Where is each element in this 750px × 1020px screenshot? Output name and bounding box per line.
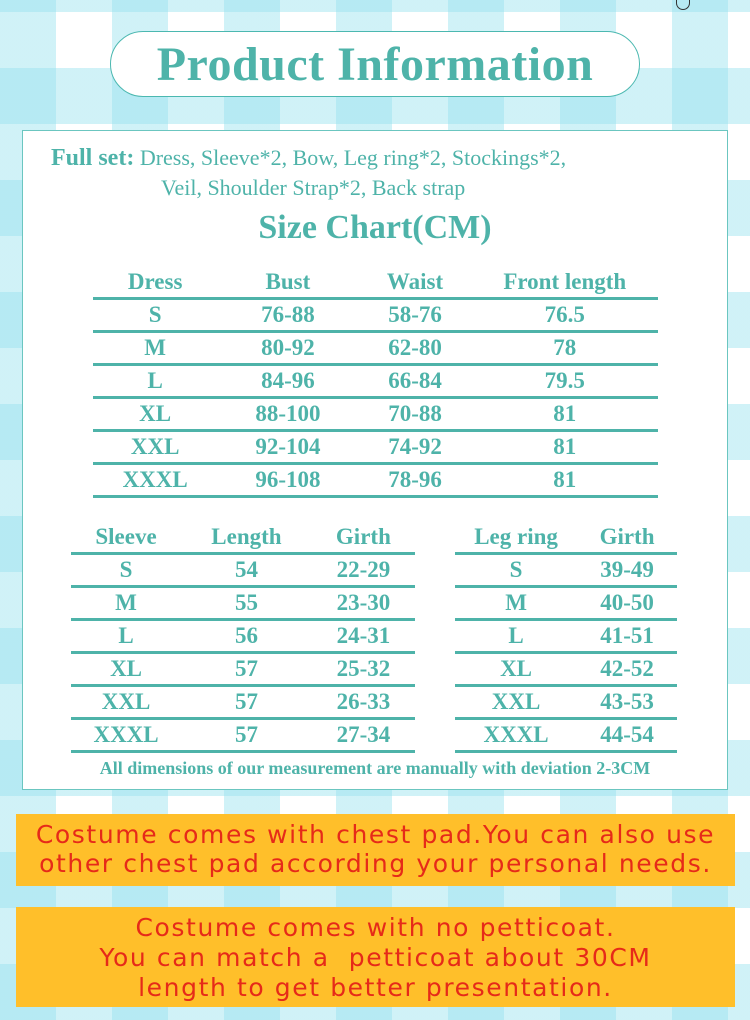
leg-ring-cell: XXXL bbox=[455, 719, 577, 752]
sleeve-cell: L bbox=[71, 620, 181, 653]
dress-header-size: Dress bbox=[93, 267, 217, 299]
sleeve-cell: 23-30 bbox=[312, 587, 415, 620]
leg-ring-cell: 39-49 bbox=[577, 554, 677, 587]
chest-pad-line-1: Costume comes with chest pad.You can also use bbox=[35, 820, 716, 849]
dress-cell: 88-100 bbox=[217, 398, 358, 431]
info-panel bbox=[22, 130, 728, 790]
leg-ring-size-table bbox=[455, 522, 677, 753]
petticoat-line-3: length to get better presentation. bbox=[138, 973, 613, 1002]
leg-ring-cell: L bbox=[455, 620, 577, 653]
table-row bbox=[71, 587, 415, 620]
sleeve-cell: 54 bbox=[181, 554, 312, 587]
petticoat-line-2: You can match a petticoat about 30CM bbox=[99, 943, 652, 972]
table-row bbox=[455, 719, 677, 752]
sleeve-cell: XL bbox=[71, 653, 181, 686]
dress-cell: 74-92 bbox=[359, 431, 472, 464]
table-row bbox=[455, 554, 677, 587]
dress-cell: 70-88 bbox=[359, 398, 472, 431]
dress-size-table bbox=[93, 267, 658, 498]
table-row bbox=[455, 620, 677, 653]
dress-cell: 92-104 bbox=[217, 431, 358, 464]
full-set-label: Full set: bbox=[51, 145, 135, 171]
leg-ring-cell: 40-50 bbox=[577, 587, 677, 620]
leg-ring-cell: XXL bbox=[455, 686, 577, 719]
dress-cell: 81 bbox=[472, 464, 658, 497]
full-set-list bbox=[51, 143, 711, 203]
full-set-items-line2: Veil, Shoulder Strap*2, Back strap bbox=[161, 175, 466, 200]
sleeve-cell: 57 bbox=[181, 653, 312, 686]
leg-ring-cell: S bbox=[455, 554, 577, 587]
dress-cell: 76-88 bbox=[217, 299, 358, 332]
sleeve-header-length: Length bbox=[181, 522, 312, 554]
dress-cell: 81 bbox=[472, 398, 658, 431]
leg-ring-cell: 44-54 bbox=[577, 719, 677, 752]
corner-decoration bbox=[676, 0, 690, 10]
table-row bbox=[455, 653, 677, 686]
sleeve-size-table bbox=[71, 522, 415, 753]
table-row bbox=[93, 365, 658, 398]
dress-cell: 76.5 bbox=[472, 299, 658, 332]
dress-cell: S bbox=[93, 299, 217, 332]
measurement-note: All dimensions of our measurement are manually with deviation 2-3CM bbox=[99, 758, 651, 778]
sleeve-header-size: Sleeve bbox=[71, 522, 181, 554]
table-row bbox=[93, 332, 658, 365]
table-row bbox=[71, 620, 415, 653]
dress-cell: 81 bbox=[472, 431, 658, 464]
dress-cell: 79.5 bbox=[472, 365, 658, 398]
sleeve-cell: 56 bbox=[181, 620, 312, 653]
petticoat-line-1: Costume comes with no petticoat. bbox=[135, 913, 616, 942]
dress-cell: L bbox=[93, 365, 217, 398]
dress-cell: M bbox=[93, 332, 217, 365]
leg-ring-cell: M bbox=[455, 587, 577, 620]
table-row bbox=[93, 398, 658, 431]
sleeve-cell: 26-33 bbox=[312, 686, 415, 719]
table-row bbox=[93, 299, 658, 332]
table-row bbox=[93, 431, 658, 464]
title-pill bbox=[110, 31, 640, 97]
page-title: Product Information bbox=[156, 38, 594, 91]
sleeve-cell: 24-31 bbox=[312, 620, 415, 653]
leg-ring-cell: 41-51 bbox=[577, 620, 677, 653]
sleeve-cell: M bbox=[71, 587, 181, 620]
dress-cell: 66-84 bbox=[359, 365, 472, 398]
dress-cell: 80-92 bbox=[217, 332, 358, 365]
petticoat-banner bbox=[16, 907, 735, 1007]
dress-header-front-length: Front length bbox=[472, 267, 658, 299]
table-row bbox=[455, 587, 677, 620]
dress-cell: 78 bbox=[472, 332, 658, 365]
dress-cell: 58-76 bbox=[359, 299, 472, 332]
sleeve-cell: 57 bbox=[181, 719, 312, 752]
dress-cell: 62-80 bbox=[359, 332, 472, 365]
sleeve-header-girth: Girth bbox=[312, 522, 415, 554]
table-row bbox=[71, 554, 415, 587]
dress-cell: XXL bbox=[93, 431, 217, 464]
chest-pad-banner bbox=[16, 814, 735, 886]
leg-ring-header-girth: Girth bbox=[577, 522, 677, 554]
dress-header-waist: Waist bbox=[359, 267, 472, 299]
table-row bbox=[93, 464, 658, 497]
dress-cell: XXXL bbox=[93, 464, 217, 497]
sleeve-cell: 22-29 bbox=[312, 554, 415, 587]
leg-ring-cell: 43-53 bbox=[577, 686, 677, 719]
size-chart-title: Size Chart(CM) bbox=[258, 209, 492, 246]
table-row bbox=[455, 686, 677, 719]
chest-pad-line-2: other chest pad according your personal needs. bbox=[39, 849, 712, 878]
table-row bbox=[71, 686, 415, 719]
dress-cell: 84-96 bbox=[217, 365, 358, 398]
leg-ring-cell: 42-52 bbox=[577, 653, 677, 686]
dress-cell: 78-96 bbox=[359, 464, 472, 497]
table-row bbox=[71, 719, 415, 752]
dress-cell: 96-108 bbox=[217, 464, 358, 497]
table-row bbox=[71, 653, 415, 686]
sleeve-cell: 57 bbox=[181, 686, 312, 719]
leg-ring-cell: XL bbox=[455, 653, 577, 686]
sleeve-cell: 55 bbox=[181, 587, 312, 620]
dress-header-bust: Bust bbox=[217, 267, 358, 299]
full-set-items-line1: Dress, Sleeve*2, Bow, Leg ring*2, Stockings*2, bbox=[139, 145, 567, 170]
leg-ring-header-size: Leg ring bbox=[455, 522, 577, 554]
sleeve-cell: XXXL bbox=[71, 719, 181, 752]
sleeve-cell: 25-32 bbox=[312, 653, 415, 686]
sleeve-cell: 27-34 bbox=[312, 719, 415, 752]
sleeve-cell: S bbox=[71, 554, 181, 587]
dress-cell: XL bbox=[93, 398, 217, 431]
sleeve-cell: XXL bbox=[71, 686, 181, 719]
